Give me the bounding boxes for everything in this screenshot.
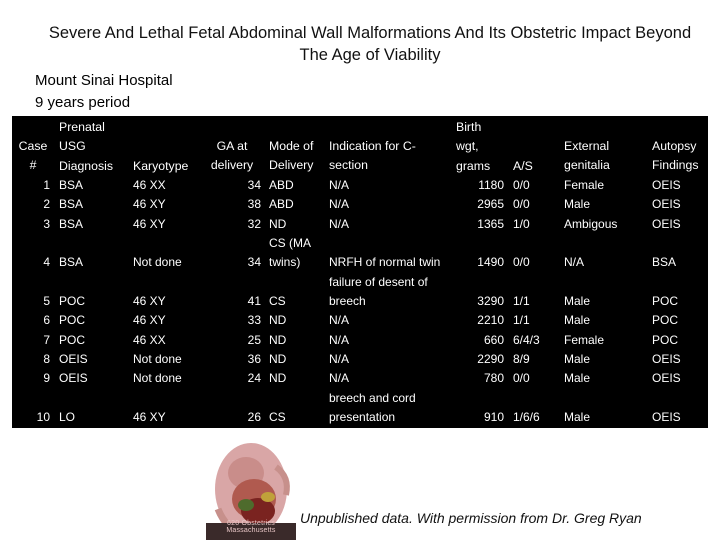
cell-karyotype: Not done: [133, 371, 182, 385]
cell-autopsy: POC: [652, 333, 679, 347]
cell-as: 0/0: [513, 371, 530, 385]
header-as: A/S: [513, 159, 533, 173]
cell-mode: CS: [269, 410, 286, 424]
cell-as: 0/0: [513, 197, 530, 211]
cell-karyotype: 46 XY: [133, 410, 166, 424]
cell-genitalia: Male: [564, 352, 591, 366]
header-indication: Indication for C- section: [329, 139, 416, 173]
cell-indication: N/A: [329, 352, 350, 366]
cell-diagnosis: OEIS: [59, 371, 88, 385]
cell-as: 1/6/6: [513, 410, 540, 424]
cell-ga: 24: [247, 371, 261, 385]
cell-karyotype: 46 XX: [133, 333, 166, 347]
header-weight: Birth wgt, grams: [456, 120, 491, 173]
footnote: Unpublished data. With permission from Dr. Greg Ryan: [300, 510, 642, 526]
header-autopsy: Autopsy Findings: [652, 139, 699, 173]
cell-ga: 41: [247, 294, 261, 308]
cell-autopsy: OEIS: [652, 197, 681, 211]
cell-as: 1/1: [513, 294, 530, 308]
cell-case: 3: [43, 217, 50, 231]
cell-weight: 2965: [477, 197, 504, 211]
header-genitalia: External genitalia: [564, 139, 610, 173]
cell-case: 5: [43, 294, 50, 308]
cell-genitalia: Male: [564, 371, 591, 385]
cell-as: 0/0: [513, 178, 530, 192]
cell-genitalia: Male: [564, 313, 591, 327]
cell-autopsy: POC: [652, 313, 679, 327]
cell-diagnosis: BSA: [59, 255, 84, 269]
cell-weight: 660: [483, 333, 504, 347]
cell-diagnosis: BSA: [59, 217, 84, 231]
cell-ga: 34: [247, 255, 261, 269]
cell-karyotype: Not done: [133, 352, 182, 366]
cell-autopsy: OEIS: [652, 217, 681, 231]
subtitle-line-period: 9 years period: [35, 94, 131, 111]
cell-mode: ND: [269, 333, 287, 347]
cell-indication: N/A: [329, 197, 350, 211]
cell-mode: CS: [269, 294, 286, 308]
cell-mode: ND: [269, 217, 287, 231]
cell-diagnosis: BSA: [59, 178, 84, 192]
header-diagnosis: Prenatal USG Diagnosis: [59, 120, 113, 173]
cell-genitalia: Ambigous: [564, 217, 618, 231]
cell-mode: ND: [269, 313, 287, 327]
cell-case: 7: [43, 333, 50, 347]
case-table: [12, 116, 708, 428]
cell-indication: N/A: [329, 178, 350, 192]
subtitle: [35, 70, 173, 114]
subtitle-line-hospital: Mount Sinai Hospital: [35, 72, 173, 89]
fetal-photo: [206, 437, 296, 540]
cell-genitalia: Male: [564, 294, 591, 308]
cell-mode: CS (MA twins): [269, 235, 311, 269]
cell-ga: 36: [247, 352, 261, 366]
cell-autopsy: OEIS: [652, 410, 681, 424]
cell-case: 4: [43, 255, 50, 269]
cell-as: 0/0: [513, 255, 530, 269]
cell-mode: ND: [269, 352, 287, 366]
cell-indication: breech and cord presentation: [329, 390, 416, 424]
cell-autopsy: BSA: [652, 255, 677, 269]
cell-case: 8: [43, 352, 50, 366]
cell-indication: N/A: [329, 217, 350, 231]
cell-karyotype: 46 XY: [133, 217, 166, 231]
cell-mode: ND: [269, 371, 287, 385]
header-ga: GA at delivery: [210, 139, 254, 173]
page-title: Severe And Lethal Fetal Abdominal Wall Malformations And Its Obstetric Impact Beyond The Age of Viability: [48, 24, 692, 64]
cell-karyotype: 46 XY: [133, 197, 166, 211]
cell-indication: N/A: [329, 333, 350, 347]
cell-as: 1/0: [513, 217, 530, 231]
cell-ga: 34: [247, 178, 261, 192]
cell-karyotype: Not done: [133, 255, 182, 269]
cell-genitalia: N/A: [564, 255, 585, 269]
cell-weight: 1180: [478, 178, 504, 192]
cell-weight: 1490: [477, 255, 504, 269]
cell-autopsy: POC: [652, 294, 679, 308]
cell-genitalia: Female: [564, 178, 605, 192]
cell-genitalia: Male: [564, 410, 591, 424]
cell-case: 9: [43, 371, 50, 385]
cell-ga: 26: [247, 410, 261, 424]
cell-case: 1: [43, 178, 50, 192]
cell-weight: 910: [483, 410, 504, 424]
cell-weight: 2290: [477, 352, 504, 366]
cell-diagnosis: LO: [59, 410, 76, 424]
photo-watermark: 620 Obstetrics Massachusetts: [226, 520, 276, 534]
cell-indication: N/A: [329, 371, 350, 385]
cell-as: 1/1: [513, 313, 530, 327]
cell-diagnosis: POC: [59, 313, 86, 327]
cell-karyotype: 46 XY: [133, 313, 166, 327]
header-mode: Mode of Delivery: [269, 139, 314, 173]
cell-autopsy: OEIS: [652, 371, 681, 385]
cell-ga: 38: [247, 197, 261, 211]
cell-as: 6/4/3: [513, 333, 540, 347]
cell-autopsy: OEIS: [652, 178, 681, 192]
header-case: Case #: [18, 139, 48, 173]
cell-diagnosis: POC: [59, 333, 86, 347]
cell-case: 6: [43, 313, 50, 327]
cell-mode: ABD: [269, 178, 294, 192]
cell-indication: NRFH of normal twin: [329, 255, 441, 269]
cell-diagnosis: POC: [59, 294, 86, 308]
cell-diagnosis: BSA: [59, 197, 84, 211]
cell-as: 8/9: [513, 352, 530, 366]
cell-ga: 25: [247, 333, 261, 347]
cell-ga: 33: [247, 313, 261, 327]
cell-diagnosis: OEIS: [59, 352, 88, 366]
cell-karyotype: 46 XX: [133, 178, 166, 192]
cell-indication: failure of desent of breech: [329, 274, 428, 308]
cell-autopsy: OEIS: [652, 352, 681, 366]
header-karyotype: Karyotype: [133, 159, 189, 173]
cell-indication: N/A: [329, 313, 350, 327]
cell-weight: 3290: [477, 294, 504, 308]
cell-case: 10: [36, 410, 50, 424]
cell-case: 2: [43, 197, 50, 211]
cell-genitalia: Male: [564, 197, 591, 211]
cell-genitalia: Female: [564, 333, 605, 347]
cell-weight: 2210: [477, 313, 504, 327]
cell-karyotype: 46 XY: [133, 294, 166, 308]
cell-ga: 32: [247, 217, 261, 231]
cell-weight: 1365: [477, 217, 504, 231]
cell-weight: 780: [483, 371, 504, 385]
cell-mode: ABD: [269, 197, 294, 211]
